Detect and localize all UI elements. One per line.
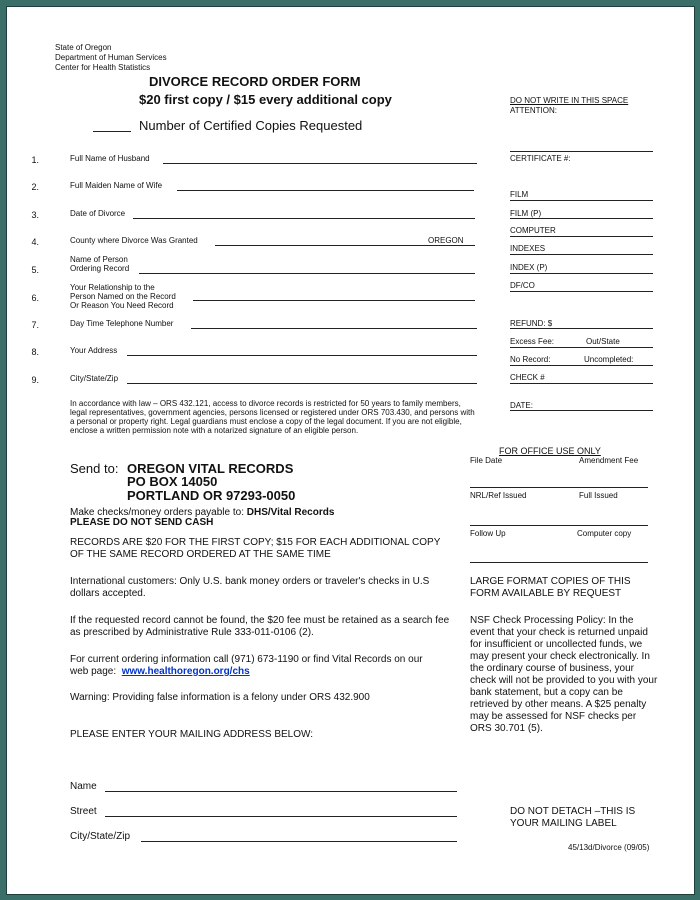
field-number: 8. [31, 347, 39, 357]
copies-count-field[interactable] [93, 131, 131, 132]
large-format-notice: LARGE FORMAT COPIES OF THIS FORM AVAILABLE BY REQUEST [470, 576, 631, 599]
no-record-line [510, 365, 653, 366]
indexes-line [510, 254, 653, 255]
full-issued-label: Full Issued [579, 491, 618, 500]
field-number: 3. [31, 210, 39, 220]
uncompleted-label: Uncompleted: [584, 355, 634, 364]
office-line [510, 151, 653, 152]
address-label: Your Address [70, 346, 118, 355]
ordering-person-label-pre: Name of Person [70, 255, 128, 264]
husband-name-label: Full Name of Husband [70, 154, 150, 163]
amendment-fee-label: Amendment Fee [579, 456, 639, 465]
relationship-label-3: Or Reason You Need Record [70, 301, 174, 310]
office-use-heading: FOR OFFICE USE ONLY [499, 446, 601, 456]
field-number: 5. [31, 265, 39, 275]
husband-name-field[interactable] [163, 163, 477, 164]
telephone-field[interactable] [191, 328, 477, 329]
index-p-line [510, 273, 653, 274]
payee: DHS/Vital Records [246, 507, 335, 518]
website-link[interactable]: www.healthoregon.org/chs [121, 666, 250, 677]
city-state-zip-field[interactable] [127, 383, 477, 384]
divorce-date-label: Date of Divorce [70, 209, 126, 218]
wife-maiden-name-label: Full Maiden Name of Wife [70, 181, 163, 190]
form-title: DIVORCE RECORD ORDER FORM [149, 74, 361, 89]
city-state-zip-label: City/State/Zip [70, 374, 119, 383]
agency-department: Department of Human Services [55, 53, 167, 62]
field-number: 7. [31, 320, 39, 330]
film-p-line [510, 218, 653, 219]
false-info-warning: Warning: Providing false information is a felony under ORS 432.900 [70, 692, 370, 703]
field-number: 1. [31, 155, 39, 165]
fees-notice: RECORDS ARE $20 FOR THE FIRST COPY; $15 FOR EACH ADDITIONAL COPY OF THE SAME RECORD ORDERED AT THE SAME TIME [70, 537, 441, 560]
mailing-city-field[interactable] [141, 841, 457, 842]
field-number: 6. [31, 293, 39, 303]
no-record-label: No Record: [510, 355, 551, 364]
no-cash-notice: PLEASE DO NOT SEND CASH [70, 517, 214, 528]
computer-label: COMPUTER [510, 226, 556, 235]
out-state-label: Out/State [586, 337, 620, 346]
payable-prefix: Make checks/money orders payable to: [70, 507, 247, 518]
mailing-street-label: Street [70, 806, 97, 817]
do-not-write-note: DO NOT WRITE IN THIS SPACE [510, 96, 629, 105]
form-code: 45/13d/Divorce (09/05) [568, 843, 650, 852]
excess-fee-line [510, 347, 653, 348]
relationship-label-1: Your Relationship to the [70, 283, 155, 292]
check-label: CHECK # [510, 373, 545, 382]
ordering-person-field[interactable] [139, 273, 475, 274]
attention-label: ATTENTION: [510, 106, 557, 115]
field-number: 9. [31, 375, 39, 385]
relationship-label-2: Person Named on the Record [70, 292, 176, 301]
indexes-label: INDEXES [510, 244, 546, 253]
df-co-line [510, 291, 653, 292]
agency-state: State of Oregon [55, 43, 112, 52]
certificate-label: CERTIFICATE #: [510, 154, 571, 163]
divorce-date-field[interactable] [133, 218, 475, 219]
mailing-name-field[interactable] [105, 791, 457, 792]
office-use-line [470, 562, 648, 563]
relationship-field[interactable] [193, 300, 475, 301]
field-number: 2. [31, 182, 39, 192]
index-p-label: INDEX (P) [510, 263, 548, 272]
form-subtitle: $20 first copy / $15 every additional copy [139, 92, 392, 107]
nrl-ref-label: NRL/Ref Issued [470, 491, 527, 500]
international-notice: International customers: Only U.S. bank money orders or traveler's checks in U.S dollars accepted. [70, 576, 430, 599]
film-p-label: FILM (P) [510, 209, 542, 218]
office-use-line [470, 525, 648, 526]
check-line [510, 383, 653, 384]
current-info-notice [70, 654, 440, 678]
file-date-label: File Date [470, 456, 503, 465]
field-number: 4. [31, 237, 39, 247]
follow-up-label: Follow Up [470, 529, 506, 538]
film-line [510, 200, 653, 201]
film-label: FILM [510, 190, 529, 199]
nsf-policy-notice: NSF Check Processing Policy: In the event that your check is returned unpaid for insufficient or uncollected funds, we may present your check electronically. In the ordinary course of business, your check will not be provided to you with your bank statement, but a copy can be retrieved by other means. A $25 penalty may be assessed for NSF checks per ORS 30.701 (5). [470, 615, 658, 734]
detach-notice-1: DO NOT DETACH –THIS IS [510, 806, 636, 817]
state-oregon: OREGON [428, 236, 464, 245]
mailing-prompt: PLEASE ENTER YOUR MAILING ADDRESS BELOW: [70, 729, 314, 740]
date-line [510, 410, 653, 411]
mailing-city-label: City/State/Zip [70, 831, 131, 842]
mailing-street-field[interactable] [105, 816, 457, 817]
office-use-line [470, 487, 648, 488]
excess-fee-label: Excess Fee: [510, 337, 555, 346]
date-label: DATE: [510, 401, 533, 410]
agency-center: Center for Health Statistics [55, 63, 151, 72]
computer-copy-label: Computer copy [577, 529, 632, 538]
detach-notice-2: YOUR MAILING LABEL [510, 818, 617, 829]
not-found-notice: If the requested record cannot be found, the $20 fee must be retained as a search fee as prescribed by Administrative Rule 333-011-0106 (2). [70, 615, 450, 638]
ordering-person-label: Ordering Record [70, 264, 130, 273]
wife-maiden-name-field[interactable] [177, 190, 474, 191]
copies-label: Number of Certified Copies Requested [139, 118, 363, 133]
refund-line [510, 328, 653, 329]
county-label: County where Divorce Was Granted [70, 236, 198, 245]
law-notice: In accordance with law – ORS 432.121, access to divorce records is restricted for 50 years to family members, legal representatives, government agencies, persons licensed or registered under ORS 703.430, and persons with a personal or property right. Legal guardians must enclose a copy of the legal document. If you are not eligible, enclose a written permission note with a notarized signature of an eligible person. [70, 399, 475, 435]
current-info-text: For current ordering information call (971) 673-1190 or find Vital Records on our web page: [70, 654, 423, 677]
send-to-line-2: PO BOX 14050 [127, 474, 218, 489]
refund-label: REFUND: $ [510, 319, 553, 328]
order-form-page [6, 6, 695, 895]
send-to-line-3: PORTLAND OR 97293-0050 [127, 488, 296, 503]
df-co-label: DF/CO [510, 281, 535, 290]
computer-line [510, 236, 653, 237]
address-field[interactable] [127, 355, 477, 356]
send-to-label: Send to: [70, 461, 119, 476]
send-to-line-1: OREGON VITAL RECORDS [127, 461, 294, 476]
mailing-name-label: Name [70, 781, 97, 792]
telephone-label: Day Time Telephone Number [70, 319, 174, 328]
